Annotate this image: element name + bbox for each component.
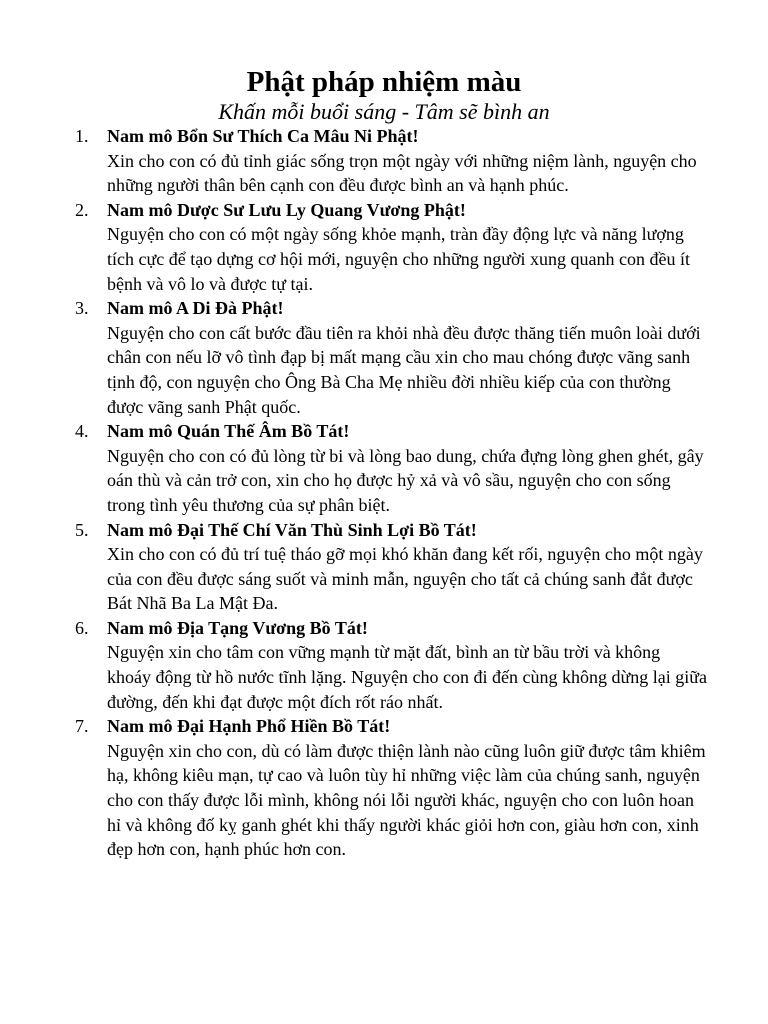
- prayer-item-3: [0, 296, 768, 419]
- invocation: Nam mô A Di Đà Phật!: [107, 298, 284, 319]
- item-number: 5.: [75, 519, 89, 540]
- prayer-item-2: [0, 198, 768, 296]
- item-number: 6.: [75, 617, 89, 638]
- prayer-item-5: [0, 518, 768, 616]
- invocation: Nam mô Bổn Sư Thích Ca Mâu Ni Phật!: [107, 126, 419, 146]
- document-subtitle: Khấn mỗi buổi sáng - Tâm sẽ bình an: [218, 99, 550, 124]
- invocation: Nam mô Đại Hạnh Phổ Hiền Bồ Tát!: [107, 716, 391, 737]
- document-title: Phật pháp nhiệm màu: [246, 66, 522, 98]
- wish-text: Nguyện xin cho tâm con vững mạnh từ mặt đất, bình an từ bầu trời và không khoáy động từ hồ nước tĩnh lặng. Nguyện cho con đi đến cùng không dừng lại giữa đường, đến khi đạt được một đích rốt ráo nhất.: [107, 642, 707, 712]
- wish-text: Nguyện cho con có đủ lòng từ bi và lòng bao dung, chứa đựng lòng ghen ghét, gây oán thù và cản trở con, xin cho họ được hỷ xả và vô sầu, nguyện cho con sống trong tình yêu thương của sự phân biệt.: [107, 445, 704, 515]
- prayer-item-7: [0, 714, 768, 862]
- item-number: 2.: [75, 199, 89, 220]
- invocation: Nam mô Quán Thế Âm Bồ Tát!: [107, 421, 350, 442]
- item-number: 3.: [75, 298, 89, 319]
- prayer-item-4: [0, 419, 768, 517]
- wish-text: Nguyện cho con cất bước đầu tiên ra khỏi nhà đều được thăng tiến muôn loài dưới chân con nếu lỡ vô tình đạp bị mất mạng cầu xin cho mau chóng được vãng sanh tịnh độ, con nguyện cho Ông Bà Cha Mẹ nhiều đời nhiều kiếp của con thường được vãng sanh Phật quốc.: [107, 322, 701, 417]
- invocation: Nam mô Địa Tạng Vương Bồ Tát!: [107, 617, 368, 638]
- item-number: 1.: [75, 126, 89, 146]
- item-number: 4.: [75, 421, 89, 442]
- prayer-item-1: [0, 124, 768, 198]
- wish-text: Nguyện xin cho con, dù có làm được thiện lành nào cũng luôn giữ được tâm khiêm hạ, không kiêu mạn, tự cao và luôn tùy hỉ những việc làm của chúng sanh, nguyện cho con thấy được lỗi mình, không nói lỗi người khác, nguyện cho con luôn hoan hỉ và không đố kỵ ganh ghét khi thấy người khác giỏi hơn con, giàu hơn con, xinh đẹp hơn con, hạnh phúc hơn con.: [107, 740, 706, 860]
- prayer-item-6: [0, 616, 768, 714]
- wish-text: Xin cho con có đủ trí tuệ tháo gỡ mọi khó khăn đang kết rối, nguyện cho một ngày của con đều được sáng suốt và minh mẫn, nguyện cho tất cả chúng sanh đắt được Bát Nhã Ba La Mật Đa.: [107, 544, 703, 614]
- prayer-list: [0, 124, 768, 862]
- invocation: Nam mô Đại Thế Chí Văn Thù Sinh Lợi Bồ Tát!: [107, 519, 477, 540]
- wish-text: Nguyện cho con có một ngày sống khỏe mạnh, tràn đầy động lực và năng lượng tích cực để tạo dựng cơ hội mới, nguyện cho những người xung quanh con đều ít bệnh và vô lo và được tự tại.: [107, 224, 690, 294]
- wish-text: Xin cho con có đủ tỉnh giác sống trọn một ngày với những niệm lành, nguyện cho những người thân bên cạnh con đều được bình an và hạnh phúc.: [107, 150, 697, 196]
- invocation: Nam mô Dược Sư Lưu Ly Quang Vương Phật!: [107, 199, 466, 220]
- item-number: 7.: [75, 716, 89, 737]
